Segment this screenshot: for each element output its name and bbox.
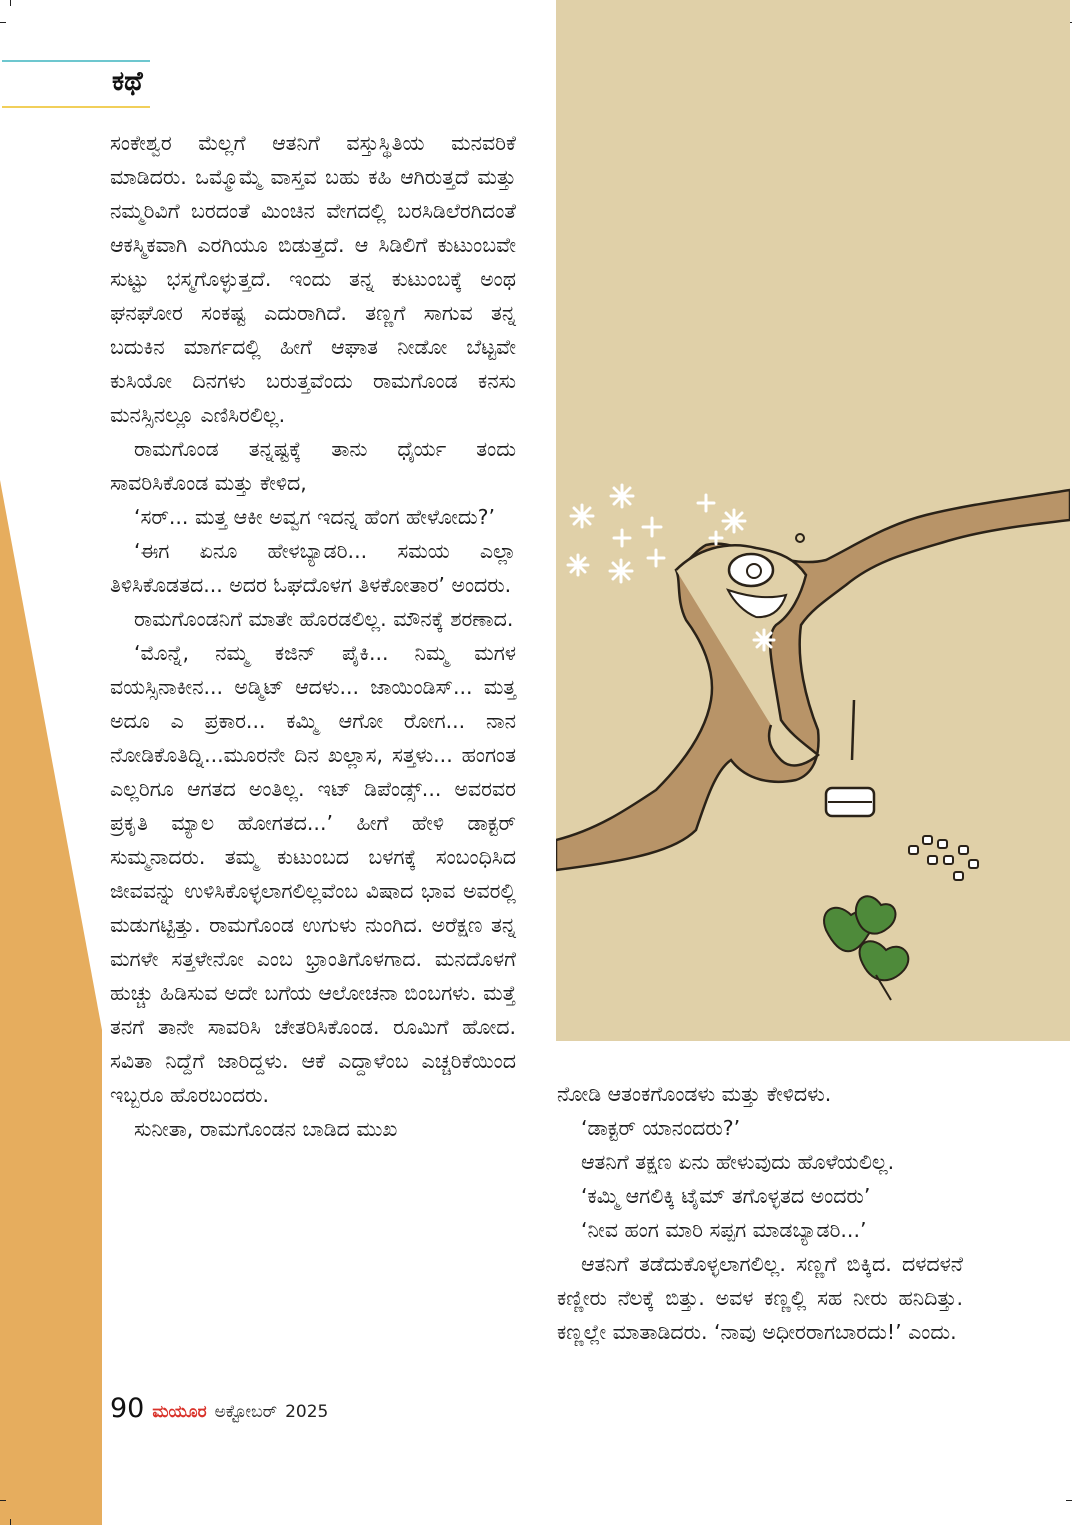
- orange-side-band: [0, 0, 110, 1525]
- issue-month: ಅಕ್ಟೋಬರ್: [214, 1402, 278, 1422]
- paragraph: ‘ಮೊನ್ನೆ, ನಮ್ಮ ಕಜಿನ್ ಪೈಕಿ... ನಿಮ್ಮ ಮಗಳ ವಯಸ್ಸಿನಾಕೀನ... ಅಡ್ಮಿಟ್ ಆದಳು... ಜಾಯಿಂಡಿಸ್... ಮತ್ತ ಅದೂ ಎ ಪ್ರಕಾರ... ಕಮ್ಮಿ ಆಗೋ ರೋಗ... ನಾನ ನೋಡಿಕೊತಿದ್ನಿ...ಮೂರನೇ ದಿನ ಖಲ್ಲಾಸ, ಸತ್ತಳು... ಹಂಗಂತ ಎಲ್ಲರಿಗೂ ಆಗತದ ಅಂತಿಲ್ಲ. ಇಟ್ ಡಿಪೆಂಡ್ಸ್... ಅವರವರ ಪ್ರಕೃತಿ ಮ್ಯಾಲ ಹೋಗತದ...’ ಹೀಗೆ ಹೇಳಿ ಡಾಕ್ಟರ್ ಸುಮ್ಮನಾದರು. ತಮ್ಮ ಕುಟುಂಬದ ಬಳಗಕ್ಕೆ ಸಂಬಂಧಿಸಿದ ಜೀವವನ್ನು ಉಳಿಸಿಕೊಳ್ಳಲಾಗಲಿಲ್ಲವೆಂಬ ವಿಷಾದ ಭಾವ ಅವರಲ್ಲಿ ಮಡುಗಟ್ಟಿತ್ತು. ರಾಮಗೊಂಡ ಉಗುಳು ನುಂಗಿದ. ಅರೆಕ್ಷಣ ತನ್ನ ಮಗಳೇ ಸತ್ತಳೇನೋ ಎಂಬ ಭ್ರಾಂತಿಗೊಳಗಾದ. ಮನದೊಳಗೆ ಹುಚ್ಚು ಹಿಡಿಸುವ ಅದೇ ಬಗೆಯ ಆಲೋಚನಾ ಬಿಂಬಗಳು. ಮತ್ತೆ ತನಗೆ ತಾನೇ ಸಾವರಿಸಿ ಚೇತರಿಸಿಕೊಂಡ. ರೂಮಿಗೆ ಹೋದ. ಸವಿತಾ ನಿದ್ದೆಗೆ ಜಾರಿದ್ದಳು. ಆಕೆ ಎದ್ದಾಳೆಂಬ ಎಚ್ಚರಿಕೆಯಿಂದ ಇಬ್ಬರೂ ಹೊರಬಂದರು.: [110, 641, 516, 1107]
- page-footer: [110, 1393, 328, 1424]
- paragraph: ಸಂಕೇಶ್ವರ ಮೆಲ್ಲಗೆ ಆತನಿಗೆ ವಸ್ತುಸ್ಥಿತಿಯ ಮನವರಿಕೆ ಮಾಡಿದರು. ಒಮ್ಮೊಮ್ಮೆ ವಾಸ್ತವ ಬಹು ಕಹಿ ಆಗಿರುತ್ತದೆ ಮತ್ತು ನಮ್ಮರಿವಿಗೆ ಬರದಂತೆ ಮಿಂಚಿನ ವೇಗದಲ್ಲಿ ಬರಸಿಡಿಲೆರಗಿದಂತೆ ಆಕಸ್ಮಿಕವಾಗಿ ಎರಗಿಯೂ ಬಿಡುತ್ತದೆ. ಆ ಸಿಡಿಲಿಗೆ ಕುಟುಂಬವೇ ಸುಟ್ಟು ಭಸ್ಮಗೊಳ್ಳುತ್ತದೆ. ಇಂದು ತನ್ನ ಕುಟುಂಬಕ್ಕೆ ಅಂಥ ಘನಘೋರ ಸಂಕಷ್ಟ ಎದುರಾಗಿದೆ. ತಣ್ಣಗೆ ಸಾಗುವ ತನ್ನ ಬದುಕಿನ ಮಾರ್ಗದಲ್ಲಿ ಹೀಗೆ ಆಘಾತ ನೀಡೋ ಬೆಟ್ಟವೇ ಕುಸಿಯೋ ದಿನಗಳು ಬರುತ್ತವೆಂದು ರಾಮಗೊಂಡ ಕನಸು ಮನಸ್ಸಿನಲ್ಲೂ ಎಣಿಸಿರಲಿಲ್ಲ.: [110, 131, 516, 427]
- paragraph: ‘ನೀವ ಹಂಗ ಮಾರಿ ಸಪ್ಪಗ ಮಾಡಬ್ಯಾಡರಿ...’: [581, 1218, 867, 1242]
- paragraph: ನೋಡಿ ಆತಂಕಗೊಂಡಳು ಮತ್ತು ಕೇಳಿದಳು.: [557, 1082, 832, 1106]
- magazine-logo: ಮಯೂರ: [152, 1402, 207, 1422]
- crop-mark: [0, 1500, 6, 1501]
- story-column-left: [110, 126, 516, 1146]
- paragraph: ಆತನಿಗೆ ತಕ್ಷಣ ಏನು ಹೇಳುವುದು ಹೊಳೆಯಲಿಲ್ಲ.: [581, 1150, 895, 1174]
- paragraph: ‘ಕಮ್ಮಿ ಆಗಲಿಕ್ಕಿ ಟೈಮ್ ತಗೊಳ್ಳತದ ಅಂದರು’: [581, 1184, 871, 1208]
- paragraph: ಆತನಿಗೆ ತಡೆದುಕೊಳ್ಳಲಾಗಲಿಲ್ಲ. ಸಣ್ಣಗೆ ಬಿಕ್ಕಿದ. ದಳದಳನೆ ಕಣ್ಣೀರು ನೆಲಕ್ಕೆ ಬಿತ್ತು. ಅವಳ ಕಣ್ಣಲ್ಲಿ ಸಹ ನೀರು ಹನಿದಿತ್ತು. ಕಣ್ಣಲ್ಲೇ ಮಾತಾಡಿದರು. ‘ನಾವು ಅಧೀರರಾಗಬಾರದು!’ ಎಂದು.: [557, 1252, 963, 1344]
- figure-with-stars-illustration: [556, 0, 1070, 1041]
- paragraph: ‘ಈಗ ಏನೂ ಹೇಳಬ್ಯಾಡರಿ... ಸಮಯ ಎಲ್ಲಾ ತಿಳಿಸಿಕೊಡತದ... ಅದರ ಓಘದೊಳಗ ತಿಳಕೋತಾರ’ ಅಂದರು.: [110, 539, 516, 597]
- paragraph: ರಾಮಗೊಂಡನಿಗೆ ಮಾತೇ ಹೊರಡಲಿಲ್ಲ. ಮೌನಕ್ಕೆ ಶರಣಾದ.: [134, 607, 514, 631]
- crop-mark: [0, 22, 6, 23]
- crop-mark: [10, 0, 11, 6]
- paragraph: ‘ಡಾಕ್ಟರ್ ಯಾನಂದರು?’: [581, 1116, 741, 1140]
- section-rule-bottom: [2, 106, 150, 108]
- crop-mark: [10, 1519, 11, 1525]
- page-number: 90: [110, 1393, 145, 1424]
- paragraph: ‘ಸರ್... ಮತ್ತ ಆಕೀ ಅವ್ವಗ ಇದನ್ನ ಹೆಂಗ ಹೇಳೋದು?’: [134, 505, 496, 529]
- section-rule-top: [2, 60, 150, 62]
- paragraph: ರಾಮಗೊಂಡ ತನ್ನಷ್ಟಕ್ಕೆ ತಾನು ಧೈರ್ಯ ತಂದು ಸಾವರಿಸಿಕೊಂಡ ಮತ್ತು ಕೇಳಿದ,: [110, 437, 516, 495]
- paragraph: ಸುನೀತಾ, ರಾಮಗೊಂಡನ ಬಾಡಿದ ಮುಖ: [134, 1117, 398, 1141]
- issue-year: 2025: [285, 1402, 329, 1422]
- section-title: ಕಥೆ: [112, 66, 143, 97]
- story-illustration: [556, 0, 1070, 1041]
- crop-mark: [1066, 1500, 1072, 1501]
- story-column-right: [557, 1077, 963, 1349]
